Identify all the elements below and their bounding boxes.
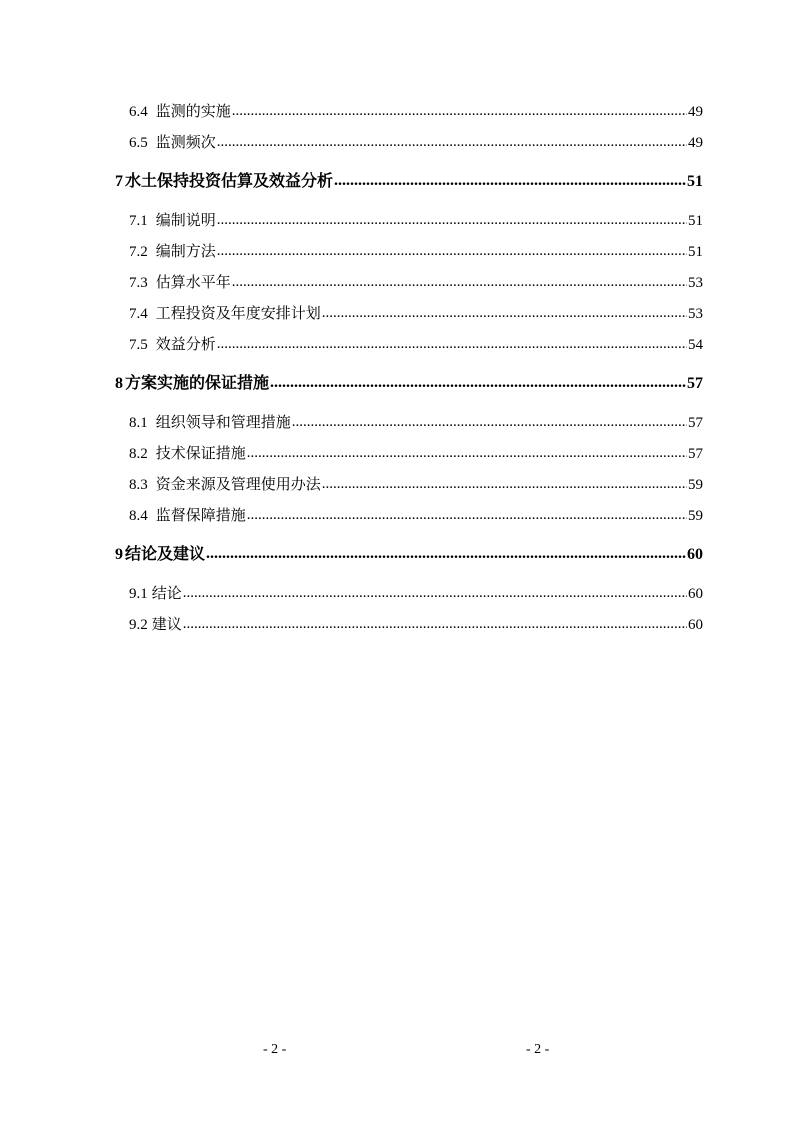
toc-leader-dots (232, 101, 687, 121)
toc-entry-title: 估算水平年 (155, 275, 231, 291)
toc-entry-9-1[interactable] (129, 584, 703, 604)
toc-entry-title: 编制方法 (155, 244, 216, 260)
toc-leader-dots (334, 171, 686, 191)
toc-entry-page: 53 (688, 306, 703, 322)
toc-entry-number: 9.2 (129, 617, 148, 633)
toc-entry-number: 8.1 (129, 415, 148, 431)
toc-entry-number: 6.4 (129, 104, 148, 120)
toc-entry-page: 59 (688, 477, 703, 493)
toc-entry-number: 7.5 (129, 337, 148, 353)
toc-leader-dots (183, 583, 687, 603)
toc-entry-title: 监督保障措施 (155, 508, 246, 524)
toc-leader-dots (217, 132, 687, 152)
toc-entry-number: 8.3 (129, 477, 148, 493)
toc-entry-7-2[interactable] (129, 242, 703, 262)
toc-chapter-number: 8 (115, 375, 123, 392)
toc-leader-dots (183, 614, 687, 634)
toc-entry-title: 工程投资及年度安排计划 (155, 306, 321, 322)
toc-entry-page: 49 (688, 104, 703, 120)
toc-chapter-page: 60 (687, 546, 703, 563)
toc-entry-9-2[interactable] (129, 615, 703, 635)
toc-entry-8-1[interactable] (129, 413, 703, 433)
toc-entry-title: 技术保证措施 (155, 446, 246, 462)
toc-entry-number: 7.4 (129, 306, 148, 322)
toc-chapter-9[interactable] (115, 545, 703, 565)
toc-chapter-number: 9 (115, 546, 123, 563)
footer-page-number-left: - 2 - (263, 1042, 287, 1057)
toc-entry-page: 60 (688, 586, 703, 602)
toc-entry-page: 53 (688, 275, 703, 291)
toc-entry-6-5[interactable] (129, 133, 703, 153)
toc-entry-title: 建议 (151, 617, 182, 633)
toc-chapter-page: 51 (687, 173, 703, 190)
toc-entry-6-4[interactable] (129, 102, 703, 122)
toc-leader-dots (232, 272, 687, 292)
toc-leader-dots (217, 241, 687, 261)
toc-entry-number: 6.5 (129, 135, 148, 151)
toc-leader-dots (217, 334, 687, 354)
toc-leader-dots (270, 373, 686, 393)
toc-leader-dots (292, 412, 687, 432)
toc-entry-title: 结论 (151, 586, 182, 602)
toc-entry-7-4[interactable] (129, 304, 703, 324)
toc-entry-8-3[interactable] (129, 475, 703, 495)
toc-entry-page: 57 (688, 446, 703, 462)
toc-entry-page: 49 (688, 135, 703, 151)
toc-entry-7-3[interactable] (129, 273, 703, 293)
toc-entry-title: 资金来源及管理使用办法 (155, 477, 321, 493)
toc-entry-7-1[interactable] (129, 211, 703, 231)
toc-entry-number: 7.3 (129, 275, 148, 291)
toc-entry-number: 9.1 (129, 586, 148, 602)
toc-entry-number: 8.2 (129, 446, 148, 462)
toc-entry-number: 7.1 (129, 213, 148, 229)
toc-entry-title: 编制说明 (155, 213, 216, 229)
toc-entry-page: 57 (688, 415, 703, 431)
toc-leader-dots (206, 544, 686, 564)
toc-entry-number: 7.2 (129, 244, 148, 260)
toc-leader-dots (322, 474, 687, 494)
toc-entry-title: 组织领导和管理措施 (155, 415, 291, 431)
footer-page-number-right: - 2 - (526, 1042, 550, 1057)
toc-entry-page: 59 (688, 508, 703, 524)
toc-entry-page: 51 (688, 213, 703, 229)
toc-entry-title: 监测频次 (155, 135, 216, 151)
toc-leader-dots (322, 303, 687, 323)
toc-entry-page: 60 (688, 617, 703, 633)
toc-entry-7-5[interactable] (129, 335, 703, 355)
toc-leader-dots (247, 505, 687, 525)
toc-chapter-7[interactable] (115, 172, 703, 192)
toc-chapter-number: 7 (115, 173, 123, 190)
toc-entry-page: 54 (688, 337, 703, 353)
toc-entry-title: 效益分析 (155, 337, 216, 353)
toc-entry-number: 8.4 (129, 508, 148, 524)
toc-chapter-title: 水土保持投资估算及效益分析 (125, 173, 334, 190)
toc-entry-8-4[interactable] (129, 506, 703, 526)
toc-leader-dots (247, 443, 687, 463)
toc-chapter-title: 结论及建议 (125, 546, 206, 563)
toc-leader-dots (217, 210, 687, 230)
toc-entry-8-2[interactable] (129, 444, 703, 464)
toc-chapter-title: 方案实施的保证措施 (125, 375, 270, 392)
toc-chapter-8[interactable] (115, 374, 703, 394)
toc-chapter-page: 57 (687, 375, 703, 392)
toc-entry-page: 51 (688, 244, 703, 260)
toc-entry-title: 监测的实施 (155, 104, 231, 120)
